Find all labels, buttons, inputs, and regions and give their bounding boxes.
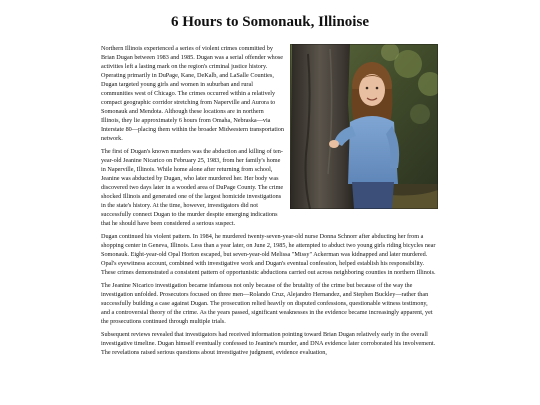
paragraph-4: The Jeanine Nicarico investigation became infamous not only because of the brutality of the crime but because of the way the investigation unfolded. Prosecutors focused on three men—Rolando Cruz, Alejandro Hernandez, and Stephen Buckley—rather than successfully building a case against Dugan. The prosecution relied heavily on disputed confessions, questionable witness testimony, and a controversial theory of the crime. As the years passed, significant weaknesses in the evidence became increasingly apparent, yet the prosecutions continued through multiple trials. (101, 281, 433, 326)
article-body (101, 44, 438, 361)
page-title: 6 Hours to Somonauk, Illinoise (171, 14, 369, 30)
paragraph-1: Northern Illinois experienced a series of violent crimes committed by Brian Dugan between 1983 and 1985. Dugan was a serial offender whose activities left a lasting mark on the region's criminal justice history. Operating primarily in DuPage, Kane, DeKalb, and LaSalle Counties, Dugan targeted young girls and women in suburban and rural communities west of Chicago. The crimes occurred within a relatively compact geographic corridor stretching from Naperville and Aurora to Somonauk and Mendota. Although these locations are in northern Illinois, they lie approximately 6 hours from Omaha, Nebraska—via Interstate 80—placing them within the broader Midwestern transportation network. (101, 45, 284, 143)
photo-image (290, 44, 438, 209)
paragraph-3: Dugan continued his violent pattern. In 1984, he murdered twenty-seven-year-old nurse Donna Schnorr after abducting her from a shopping center in Geneva, Illinois. Less than a year later, on June 2, 1985, he attempted to abduct two young girls riding bicycles near Somonauk. Eight-year-old Opal Horton escaped, but seven-year-old Melissa "Missy" Ackerman was kidnapped and later murdered. Opal's eyewitness account, combined with investigative work and Dugan's eventual confession, helped establish his responsibility. These crimes demonstrated a consistent pattern of opportunistic abductions carried out across neighboring counties in northern Illinois. (101, 233, 436, 277)
paragraph-5: Subsequent reviews revealed that investigators had received information pointing toward Brian Dugan relatively early in the overall investigative timeline. Dugan himself eventually confessed to Jeanine's murder, and DNA evidence later corroborated his involvement. The revelations raised serious questions about investigative judgment, evidence evaluation, (101, 330, 436, 356)
girl-photo (290, 44, 438, 209)
paragraph-2: The first of Dugan's known murders was the abduction and killing of ten-year-old Jeanine Nicarico on February 25, 1983, from her family's home in Naperville, Illinois. While home alone after returning from school, Jeanine was abducted by Dugan, who later murdered her. Her body was discovered two days later in a wooded area of DuPage County. The crime shocked Illinois and generated one of the largest homicide investigations in the state's history. At the time, however, investigators did not successfully connect Dugan to the murder despite emerging indications that he should have been considered a serious suspect. (101, 148, 284, 228)
